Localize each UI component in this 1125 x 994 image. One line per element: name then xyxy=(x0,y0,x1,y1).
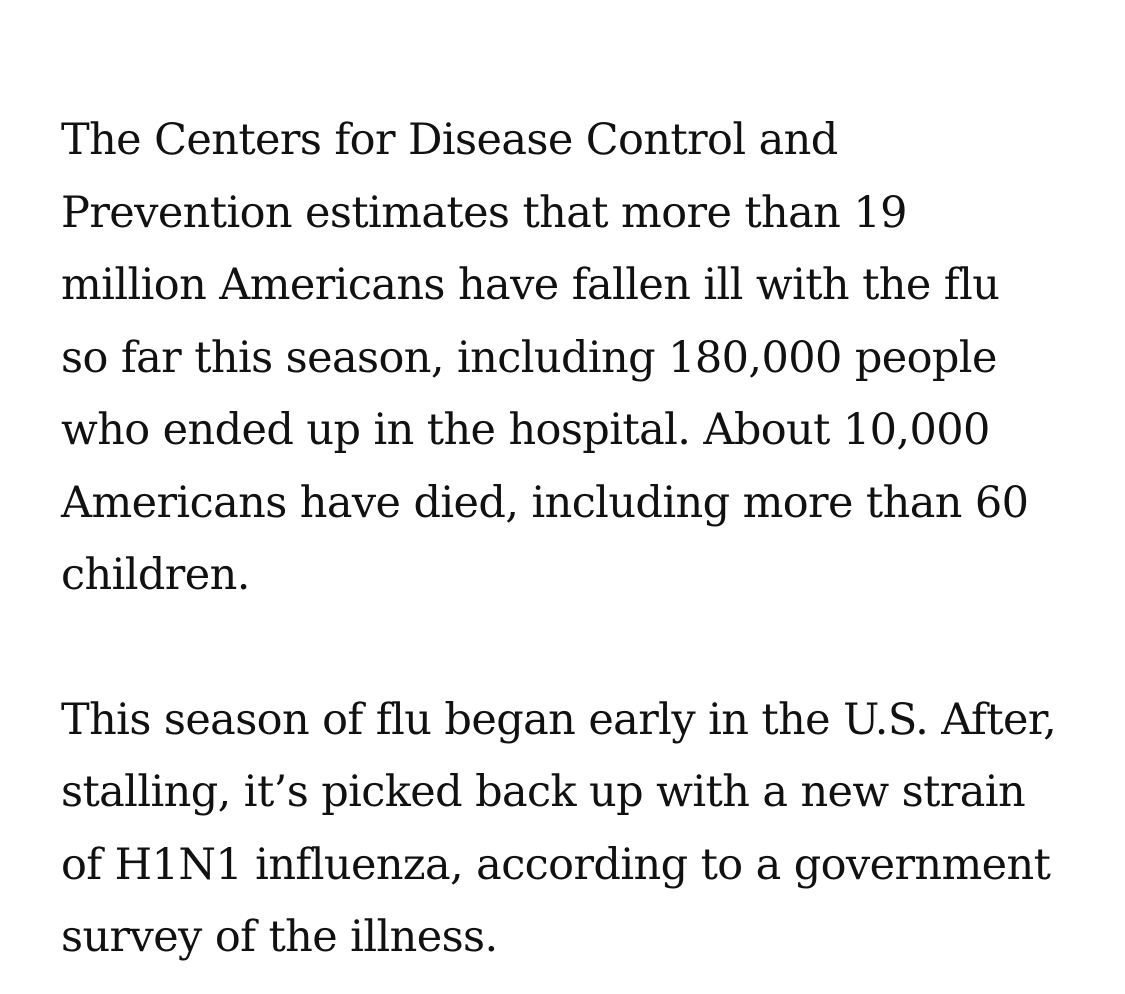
text-line: children. xyxy=(61,550,250,600)
text-line: who ended up in the hospital. About 10,000 xyxy=(61,405,990,455)
text-line: million Americans have fallen ill with the flu xyxy=(61,260,1000,310)
text-line: Prevention estimates that more than 19 xyxy=(61,187,907,238)
text-line: The Centers for Disease Control and xyxy=(61,115,838,165)
text-line: of H1N1 influenza, according to a government xyxy=(61,839,1051,890)
paragraph-cdc-estimates xyxy=(61,104,1101,612)
text-line: Americans have died, including more than 60 xyxy=(61,477,1029,528)
article-body xyxy=(61,104,1101,974)
text-line: This season of flu began early in the U.S. After, xyxy=(61,694,1057,745)
text-line: so far this season, including 180,000 people xyxy=(61,332,997,383)
text-line: survey of the illness. xyxy=(61,912,498,962)
paragraph-flu-season xyxy=(61,684,1101,974)
text-line: stalling, it’s picked back up with a new strain xyxy=(61,767,1026,817)
